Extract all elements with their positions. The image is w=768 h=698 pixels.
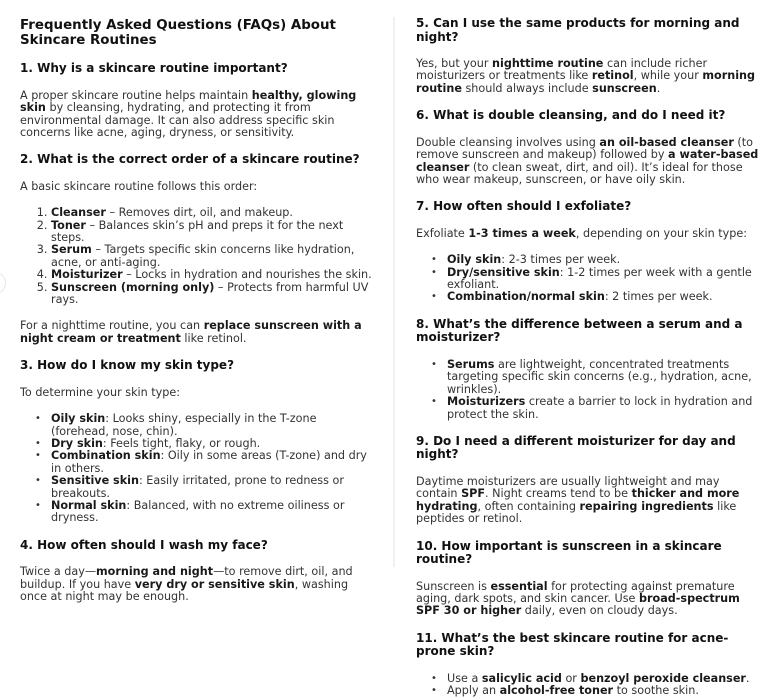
list-item-desc: are lightweight, concentrated treatments targeting specific skin concerns (e.g., hydration, acne, wrinkles). [447,357,752,396]
faq-question: 5. Can I use the same products for morning and night? [416,16,740,44]
list-item-term: Cleanser [51,206,106,220]
list-item-desc: create a barrier to lock in hydration and protect the skin. [447,395,753,421]
serum-moisturizer-list [416,359,762,421]
faq-note: For a nighttime routine, you can replace sunscreen with a night cream or treatment like retinol. [20,319,362,345]
list-item-desc: – Balances skin’s pH and preps it for the next steps. [51,218,344,245]
list-item [51,282,372,307]
list-item-term: Oily skin [447,253,502,267]
faq-10 [416,540,762,618]
faq-question: 2. What is the correct order of a skincare routine? [20,152,360,167]
list-item-term: Combination/normal skin [447,290,605,304]
list-item-term: Serums [447,357,495,371]
faq-6 [416,109,762,186]
bold-emphasis: salicylic acid [481,671,562,685]
left-column [20,0,372,604]
faq-3 [20,359,372,525]
list-item-term: Sunscreen (morning only) [51,280,215,294]
faq-answer: A proper skincare routine helps maintain healthy, glowing skin by cleansing, hydrating, and protecting it from environmental damage. It can also address specific skin concerns like acne, aging, dryness, or sensitivity. [20,88,357,139]
faq-9 [416,435,762,526]
list-item [51,413,372,438]
faq-answer: Sunscreen is essential for protecting against premature aging, dark spots, and skin cancer. Use broad-spectrum SPF 30 or higher daily, even on cloudy days. [416,579,740,618]
bold-emphasis: retinol [591,69,634,83]
list-item [447,291,762,303]
faq-question: 6. What is double cleansing, and do I need it? [416,108,726,123]
list-item [51,220,372,245]
faq-11 [416,632,762,698]
list-item [447,267,762,292]
list-item [51,475,372,500]
bold-emphasis: sunscreen [592,81,657,95]
bold-emphasis: healthy, glowing skin [20,88,357,115]
list-item-desc: : Oily in some areas (T-zone) and dry in others. [51,449,367,475]
list-item-desc: : 1-2 times per week with a gentle exfoliant. [447,265,752,292]
right-column [416,0,762,698]
faq-question: 8. What’s the difference between a serum and a moisturizer? [416,316,743,345]
list-item-term: Toner [51,218,86,232]
list-item-term: Moisturizers [447,395,526,409]
list-item-term: Normal skin [51,499,127,513]
bold-emphasis: 1-3 times a week [468,226,576,240]
list-item-term: Serum [51,243,92,257]
bold-emphasis: an oil-based cleanser [599,135,734,149]
acne-routine-list [416,673,762,698]
routine-steps-list [20,207,372,306]
list-item-term: Sensitive skin [51,474,139,488]
list-item: • Apply an alcohol-free toner to soothe skin. [447,685,762,697]
faq-question: 1. Why is a skincare routine important? [20,61,288,76]
list-item [447,396,762,421]
list-item [51,500,372,525]
bold-emphasis: repairing ingredients [579,499,714,513]
faq-7 [416,200,762,304]
faq-5 [416,17,762,95]
faq-question: 3. How do I know my skin type? [20,358,235,373]
bold-emphasis: very dry or sensitive skin [134,577,295,591]
list-item-term: Combination skin [51,449,161,463]
bold-emphasis: morning routine [416,69,756,95]
skin-types-list [20,413,372,525]
list-item [51,244,372,269]
bold-emphasis: morning and night [96,565,214,579]
faq-answer: Twice a day—morning and night—to remove dirt, oil, and buildup. If you have very dry or sensitive skin, washing once at night may be enough. [20,565,353,604]
list-item-desc: : Feels tight, flaky, or rough. [102,437,261,450]
list-item-desc: : 2 times per week. [604,290,713,304]
faq-answer: Double cleansing involves using an oil-based cleanser (to remove sunscreen and makeup) followed by a water-based cleanser (to clean sweat, dirt, and oil). It’s ideal for those who wear makeup, sunscreen, or have oily skin. [416,135,759,186]
list-item-desc: : Balanced, with no extreme oiliness or dryness. [51,499,345,525]
list-item-desc: : Easily irritated, prone to redness or breakouts. [51,474,344,500]
bold-emphasis: thicker and more hydrating [416,487,740,513]
faq-question: 7. How often should I exfoliate? [416,199,632,214]
bold-emphasis: essential [490,579,548,593]
list-item-desc: – Targets specific skin concerns like hydration, acne, or anti-aging. [51,243,355,269]
bold-emphasis: replace sunscreen with a night cream or treatment [20,319,362,345]
list-item-desc: : Looks shiny, especially in the T-zone (forehead, nose, chin). [51,412,317,438]
list-item-term: Dry/sensitive skin [447,265,560,279]
list-item-desc: – Protects from harmful UV rays. [51,280,369,307]
list-item-term: Moisturizer [51,268,123,282]
faq-question: 4. How often should I wash my face? [20,537,268,552]
faq-2 [20,153,372,345]
faq-intro: To determine your skin type: [20,385,181,399]
faq-answer: Yes, but your nighttime routine can include richer moisturizers or treatments like retinol, while your morning routine should always include sunscreen. [416,57,756,95]
faq-question: 10. How important is sunscreen in a skincare routine? [416,538,722,567]
faq-4 [20,539,372,604]
exfoliation-list [416,254,762,304]
list-item-term: Dry skin [51,437,103,450]
bold-emphasis: broad-spectrum SPF 30 or higher [416,591,740,618]
faq-1 [20,62,372,139]
page-title: Frequently Asked Questions (FAQs) About Skincare Routines [20,18,336,48]
faq-8 [416,318,762,421]
faq-answer: Exfoliate 1-3 times a week, depending on your skin type: [416,226,748,240]
scroll-indicator [0,272,6,294]
list-item-desc: – Locks in hydration and nourishes the skin. [122,268,372,282]
bold-emphasis: nighttime routine [492,57,604,70]
bold-emphasis: alcohol-free toner [499,684,614,698]
list-item: • Use a salicylic acid or benzoyl peroxide cleanser. [447,673,762,685]
bold-emphasis: SPF [461,487,485,501]
list-item-term: Oily skin [51,412,106,426]
list-item [51,450,372,475]
bold-emphasis: benzoyl peroxide cleanser [580,671,746,685]
list-item-desc: – Removes dirt, oil, and makeup. [105,206,293,220]
bold-emphasis: a water-based cleanser [416,148,759,174]
list-item-desc: : 2-3 times per week. [501,253,621,267]
faq-answer: Daytime moisturizers are usually lightweight and may contain SPF. Night creams tend to be thicker and more hydrating, often containing repairing ingredients like peptides or retinol. [416,474,740,526]
faq-question: 9. Do I need a different moisturizer for day and night? [416,433,736,462]
faq-intro: A basic skincare routine follows this order: [20,179,258,193]
faq-question: 11. What’s the best skincare routine for acne-prone skin? [416,630,729,659]
column-divider [393,17,395,567]
list-item [447,359,762,396]
